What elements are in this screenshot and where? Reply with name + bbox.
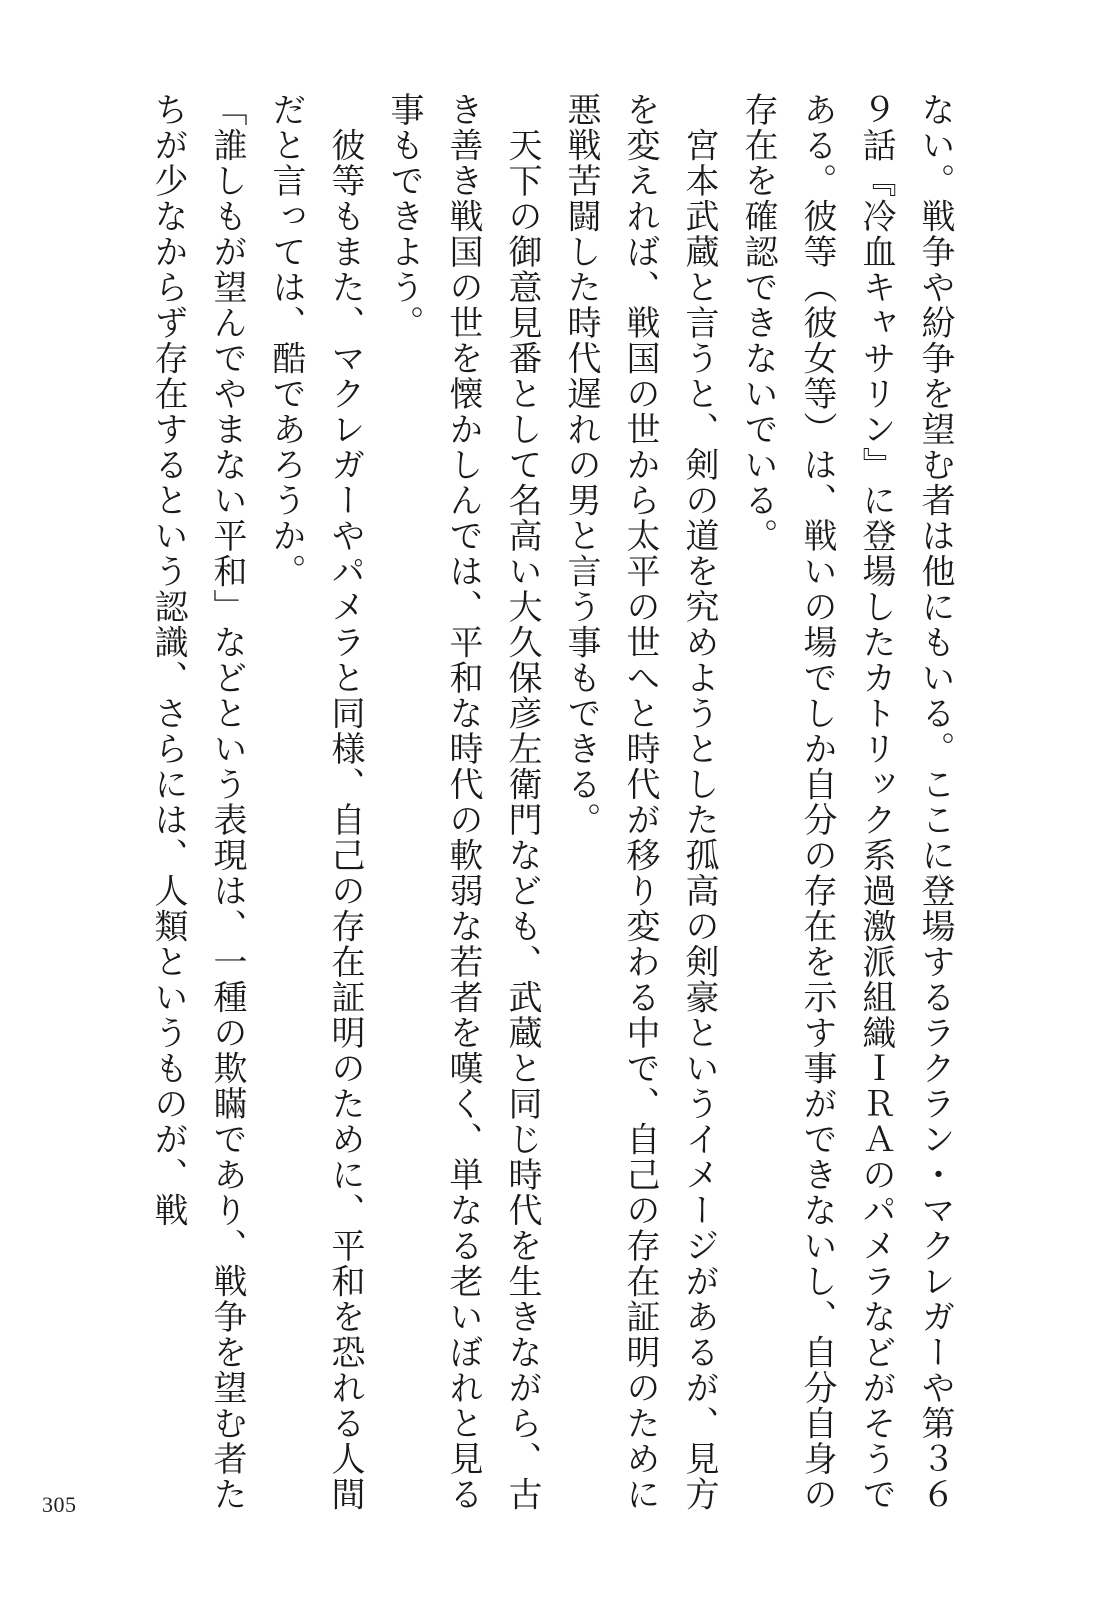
paragraph-4: 彼等もまた、マクレガーやパメラと同様、自己の存在証明のために、平和を恐れる人間だと言っては、酷であろうか。 [266,92,365,1512]
paragraph-1: ない。戦争や紛争を望む者は他にもいる。ここに登場するラクラン・マクレガーや第３６９話『冷血キャサリン』に登場したカトリック系過激派組織ＩＲＡのパメラなどがそうである。彼等（彼女等）は、戦いの場でしか自分の存在を示す事ができないし、自分自身の存在を確認できないでいる。 [738,92,955,1512]
body-text [124,92,964,1532]
page-number: 305 [42,1492,77,1517]
paragraph-3: 天下の御意見番として名高い大久保彦左衛門なども、武蔵と同じ時代を生きながら、古き善き戦国の世を懐かしんでは、平和な時代の軟弱な若者を嘆く、単なる老いぼれと見る事もできよう。 [384,92,542,1512]
paragraph-2: 宮本武蔵と言うと、剣の道を究めようとした孤高の剣豪というイメージがあるが、見方を変えれば、戦国の世から太平の世へと時代が移り変わる中で、自己の存在証明のために悪戦苦闘した時代遅れの男と言う事もできる。 [561,92,719,1512]
paragraph-5: 「誰しもが望んでやまない平和」などという表現は、一種の欺瞞であり、戦争を望む者たちが少なからず存在するという認識、さらには、人類というものが、戦 [148,92,247,1512]
